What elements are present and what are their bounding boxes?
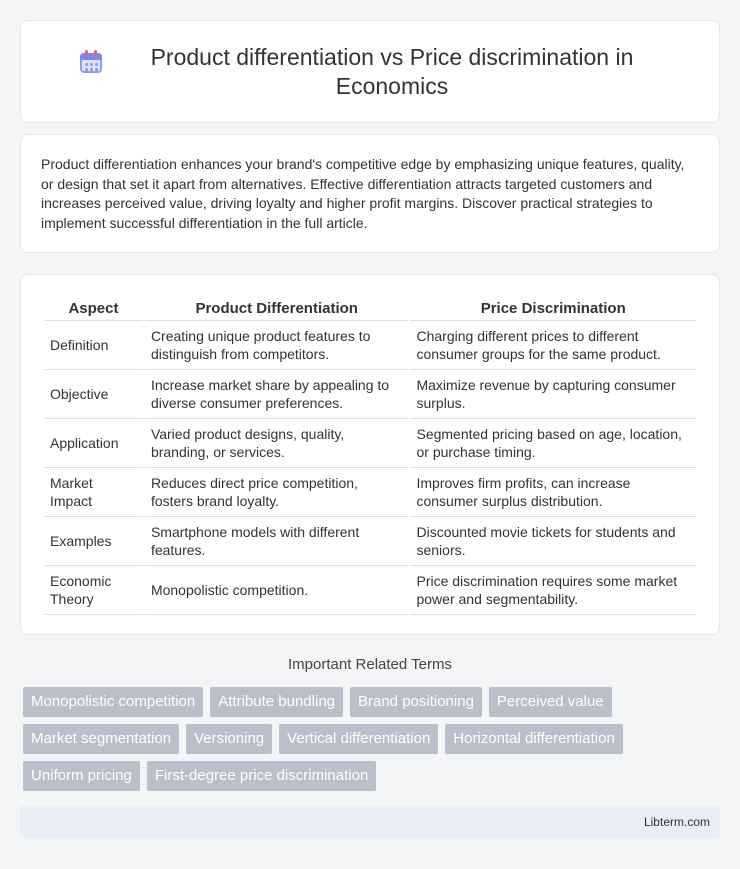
related-terms xyxy=(23,687,723,798)
cell-price-discrimination: Segmented pricing based on age, location, or purchase timing. xyxy=(410,419,696,468)
cell-aspect: Definition xyxy=(44,321,143,370)
tag-vertical-differentiation[interactable]: Vertical differentiation xyxy=(279,724,438,754)
table-header-row xyxy=(44,295,696,321)
intro-card xyxy=(20,134,720,253)
tag-row xyxy=(23,761,723,791)
cell-price-discrimination: Discounted movie tickets for students and seniors. xyxy=(410,517,696,566)
table-row xyxy=(44,321,696,370)
page-title: Product differentiation vs Price discrimination in Economics xyxy=(150,43,634,99)
intro-text: Product differentiation enhances your brand's competitive edge by emphasizing unique features, quality, or design that set it apart from alternatives. Effective differentiation attracts targeted customers and increases perceived value, driving loyalty and higher profit margins. Discover practical strategies to implement successful differentiation in the full article. xyxy=(41,156,685,231)
tag-row xyxy=(23,724,723,754)
cell-product-differentiation: Varied product designs, quality, branding, or services. xyxy=(145,419,409,468)
cell-price-discrimination: Maximize revenue by capturing consumer surplus. xyxy=(410,370,696,419)
tag-versioning[interactable]: Versioning xyxy=(186,724,272,754)
tag-market-segmentation[interactable]: Market segmentation xyxy=(23,724,179,754)
cell-aspect: Application xyxy=(44,419,143,468)
header-product-differentiation: Product Differentiation xyxy=(145,295,409,321)
cell-price-discrimination: Improves firm profits, can increase consumer surplus distribution. xyxy=(410,468,696,517)
cell-product-differentiation: Increase market share by appealing to diverse consumer preferences. xyxy=(145,370,409,419)
cell-aspect: Examples xyxy=(44,517,143,566)
header-aspect: Aspect xyxy=(44,295,143,321)
cell-price-discrimination: Price discrimination requires some market power and segmentability. xyxy=(410,566,696,615)
table-row xyxy=(44,370,696,419)
cell-product-differentiation: Monopolistic competition. xyxy=(145,566,409,615)
cell-aspect: Market Impact xyxy=(44,468,143,517)
tag-first-degree-price-discrimination[interactable]: First-degree price discrimination xyxy=(147,761,376,791)
title-card xyxy=(20,20,720,123)
table-row xyxy=(44,566,696,615)
table-row xyxy=(44,468,696,517)
header-price-discrimination: Price Discrimination xyxy=(410,295,696,321)
table-row xyxy=(44,419,696,468)
table-row xyxy=(44,517,696,566)
cell-price-discrimination: Charging different prices to different consumer groups for the same product. xyxy=(410,321,696,370)
comparison-table xyxy=(42,295,698,615)
tag-perceived-value[interactable]: Perceived value xyxy=(489,687,612,717)
footer xyxy=(20,806,720,838)
tag-brand-positioning[interactable]: Brand positioning xyxy=(350,687,482,717)
cell-aspect: Objective xyxy=(44,370,143,419)
cell-product-differentiation: Reduces direct price competition, fosters brand loyalty. xyxy=(145,468,409,517)
footer-site-link[interactable]: Libterm.com xyxy=(643,815,710,829)
comparison-table-card xyxy=(20,274,720,635)
tag-horizontal-differentiation[interactable]: Horizontal differentiation xyxy=(445,724,622,754)
related-terms-title: Important Related Terms xyxy=(288,656,452,673)
cell-product-differentiation: Smartphone models with different features. xyxy=(145,517,409,566)
calendar-icon xyxy=(78,49,104,75)
cell-aspect: Economic Theory xyxy=(44,566,143,615)
tag-attribute-bundling[interactable]: Attribute bundling xyxy=(210,687,343,717)
tag-row xyxy=(23,687,723,717)
cell-product-differentiation: Creating unique product features to distinguish from competitors. xyxy=(145,321,409,370)
tag-monopolistic-competition[interactable]: Monopolistic competition xyxy=(23,687,203,717)
tag-uniform-pricing[interactable]: Uniform pricing xyxy=(23,761,140,791)
